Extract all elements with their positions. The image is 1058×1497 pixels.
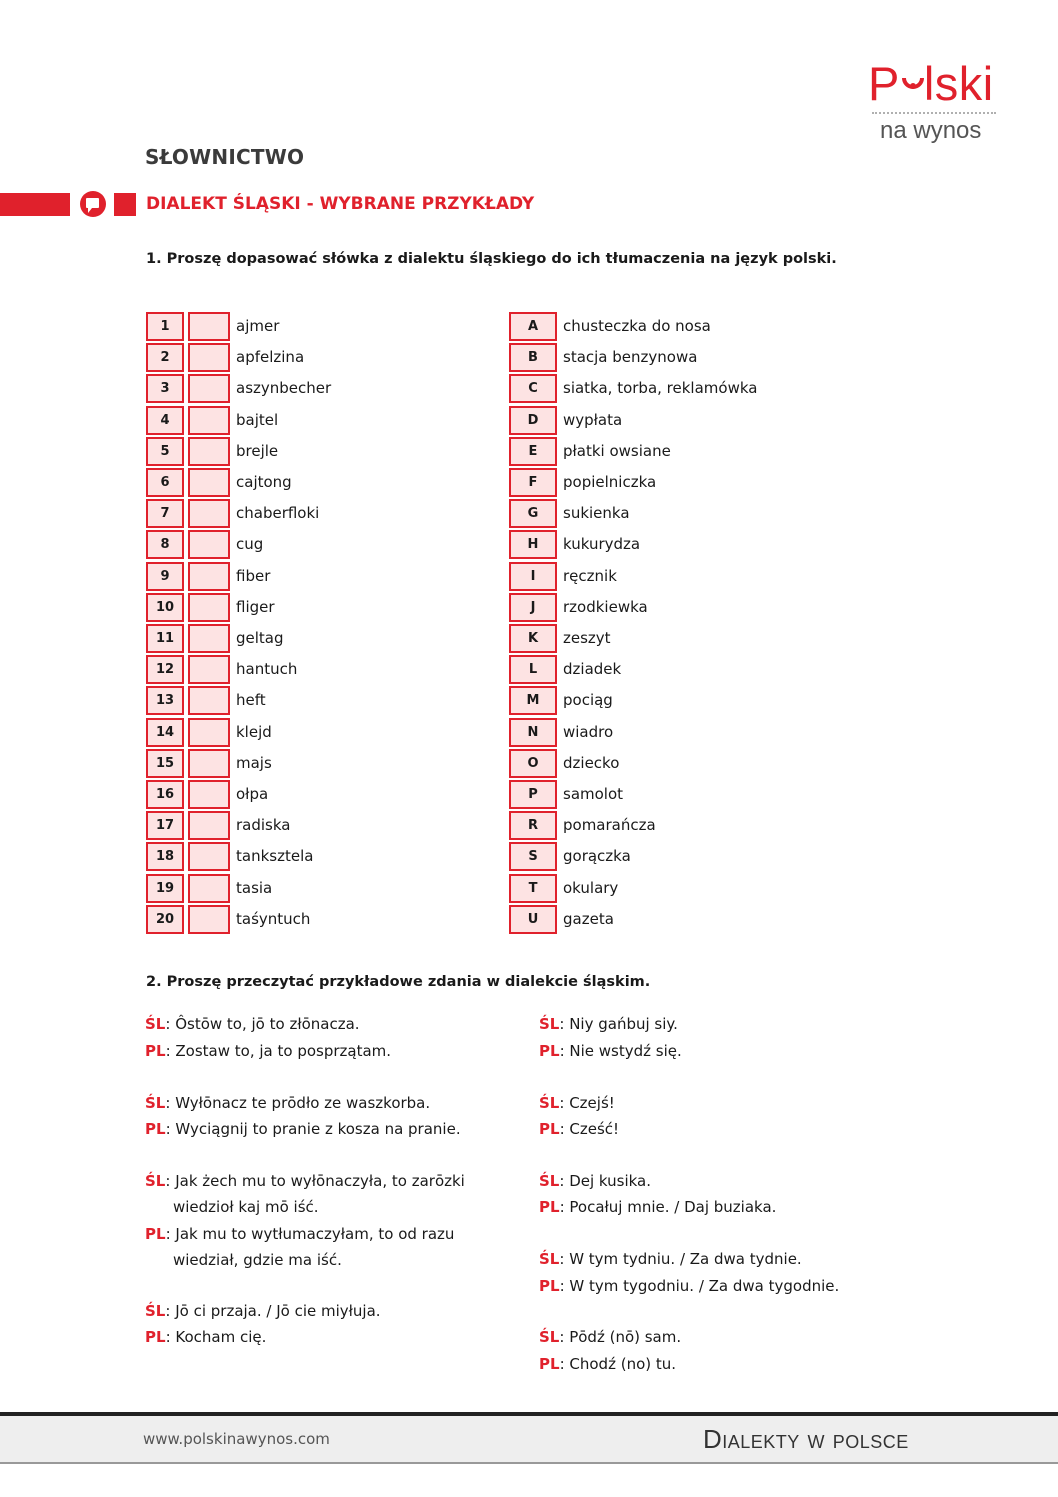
- table-row: [509, 312, 829, 341]
- dialect-word: cajtong: [236, 473, 292, 491]
- language-tag: ŚL: [539, 1250, 560, 1268]
- section-title: SŁOWNICTWO: [145, 145, 305, 169]
- table-row: [146, 842, 466, 871]
- answer-box[interactable]: [188, 406, 230, 435]
- table-row: [146, 811, 466, 840]
- dialect-word: aszynbecher: [236, 379, 332, 398]
- speech-bubble-icon: [900, 70, 924, 100]
- table-row: [146, 686, 466, 715]
- answer-box[interactable]: [188, 593, 230, 622]
- sentence-text: Pōdź (nō) sam.: [569, 1328, 682, 1346]
- item-number: 19: [146, 874, 184, 903]
- decorative-bar: [0, 193, 70, 216]
- translation-word: zeszyt: [563, 629, 611, 647]
- answer-box[interactable]: [188, 874, 230, 903]
- sentence-text: W tym tygodniu. / Za dwa tygodnie.: [569, 1277, 840, 1295]
- table-row: [509, 530, 829, 559]
- dialect-word: cug: [236, 535, 264, 554]
- translation-word: siatka, torba, reklamówka: [563, 379, 758, 398]
- table-row: [146, 593, 466, 622]
- answer-box[interactable]: [188, 374, 230, 403]
- dialect-word: ołpa: [236, 785, 269, 803]
- sentence-text: Jak mu to wytłumaczyłam, to od razu: [175, 1225, 455, 1243]
- item-number: 3: [146, 374, 184, 403]
- item-number: 18: [146, 842, 184, 871]
- translation-word: rzodkiewka: [563, 597, 648, 616]
- translation-word: pomarańcza: [563, 816, 656, 835]
- sentence-text: Pocałuj mnie. / Daj buziaka.: [569, 1198, 777, 1216]
- table-row: [146, 499, 466, 528]
- sentence-line: ŚL: W tym tydniu. / Za dwa tydnie.: [539, 1250, 802, 1268]
- answer-box[interactable]: [188, 437, 230, 466]
- answer-box[interactable]: [188, 655, 230, 684]
- translation-word: płatki owsiane: [563, 441, 671, 460]
- sentence-line: PL: Zostaw to, ja to posprzątam.: [145, 1042, 392, 1060]
- language-tag: ŚL: [145, 1015, 166, 1033]
- answer-box[interactable]: [188, 624, 230, 653]
- language-tag: PL: [539, 1277, 560, 1295]
- item-number: 2: [146, 343, 184, 372]
- translation-word: dziadek: [563, 660, 622, 679]
- table-row: [509, 842, 829, 871]
- translation-word: gazeta: [563, 909, 614, 928]
- table-row: [509, 749, 829, 778]
- language-tag: PL: [539, 1198, 560, 1216]
- dialect-word: geltag: [236, 629, 284, 647]
- table-row: [509, 374, 829, 403]
- table-row: [509, 593, 829, 622]
- item-letter: O: [509, 749, 557, 778]
- table-row: [146, 718, 466, 747]
- sentence-line: ŚL: Niy gańbuj siy.: [539, 1015, 678, 1033]
- dialect-word: ajmer: [236, 317, 280, 335]
- table-row: [509, 562, 829, 591]
- task-2-instruction: 2. Proszę przeczytać przykładowe zdania w dialekcie śląskim.: [146, 974, 651, 990]
- language-tag: PL: [145, 1225, 166, 1243]
- sentence-line: PL: Nie wstydź się.: [539, 1042, 682, 1060]
- answer-box[interactable]: [188, 562, 230, 591]
- language-tag: ŚL: [539, 1094, 560, 1112]
- sentence-line: ŚL: Wyłōnacz te prōdło ze waszkorba.: [145, 1094, 431, 1112]
- table-row: [146, 312, 466, 341]
- table-row: [146, 874, 466, 903]
- item-letter: I: [509, 562, 557, 591]
- sentence-text: Kocham cię.: [175, 1328, 267, 1346]
- dialect-word: klejd: [236, 722, 272, 741]
- sentence-text: Jō ci przaja. / Jō cie miyłuja.: [175, 1302, 381, 1320]
- answer-box[interactable]: [188, 686, 230, 715]
- sentence-line: ŚL: Czejś!: [539, 1094, 615, 1112]
- translation-word: okulary: [563, 878, 619, 897]
- translation-word: pociąg: [563, 691, 613, 710]
- dialect-word: tanksztela: [236, 847, 314, 866]
- sentence-text: Zostaw to, ja to posprzątam.: [175, 1042, 392, 1060]
- item-letter: A: [509, 312, 557, 341]
- table-row: [146, 374, 466, 403]
- answer-box[interactable]: [188, 749, 230, 778]
- dialect-word: chaberfloki: [236, 504, 320, 523]
- subtitle: DIALEKT ŚLĄSKI - WYBRANE PRZYKŁADY: [146, 194, 535, 214]
- table-row: [509, 874, 829, 903]
- sentence-text: Niy gańbuj siy.: [569, 1015, 678, 1033]
- logo-wordmark: P lski: [868, 57, 994, 110]
- translation-word: wiadro: [563, 722, 614, 741]
- table-row: [146, 406, 466, 435]
- language-tag: ŚL: [145, 1172, 166, 1190]
- item-letter: H: [509, 530, 557, 559]
- dialect-word: brejle: [236, 441, 279, 460]
- footer-url[interactable]: www.polskinawynos.com: [143, 1430, 330, 1448]
- sentence-line: PL: Jak mu to wytłumaczyłam, to od razu: [145, 1225, 455, 1243]
- item-letter: B: [509, 343, 557, 372]
- sentence-continuation: wiedzioł kaj mō iść.: [173, 1198, 319, 1216]
- sentence-line: ŚL: Pōdź (nō) sam.: [539, 1328, 682, 1346]
- sentence-line: ŚL: Dej kusika.: [539, 1172, 652, 1190]
- table-row: [509, 437, 829, 466]
- dialect-word: bajtel: [236, 410, 279, 429]
- table-row: [509, 655, 829, 684]
- translation-word: kukurydza: [563, 535, 641, 554]
- task-1-instruction: 1. Proszę dopasować słówka z dialektu śląskiego do ich tłumaczenia na język polski.: [146, 251, 837, 267]
- dialect-word: radiska: [236, 816, 291, 835]
- item-number: 5: [146, 437, 184, 466]
- table-row: [509, 905, 829, 934]
- dialect-word: hantuch: [236, 660, 298, 679]
- sentence-text: Dej kusika.: [569, 1172, 652, 1190]
- answer-box[interactable]: [188, 468, 230, 497]
- sentence-line: ŚL: Jak żech mu to wyłōnaczyła, to zarōzki: [145, 1172, 465, 1190]
- logo-subtitle: na wynos: [880, 117, 982, 144]
- item-number: 14: [146, 718, 184, 747]
- answer-box[interactable]: [188, 343, 230, 372]
- item-number: 4: [146, 406, 184, 435]
- translation-word: gorączka: [563, 847, 631, 866]
- item-number: 17: [146, 811, 184, 840]
- answer-box[interactable]: [188, 312, 230, 341]
- item-number: 16: [146, 780, 184, 809]
- dialect-word: fliger: [236, 597, 275, 616]
- sentence-line: PL: Cześć!: [539, 1120, 620, 1138]
- answer-box[interactable]: [188, 718, 230, 747]
- dialect-word: fiber: [236, 566, 271, 585]
- language-tag: PL: [145, 1042, 166, 1060]
- sentence-line: PL: Wyciągnij to pranie z kosza na pranie.: [145, 1120, 461, 1138]
- answer-box[interactable]: [188, 780, 230, 809]
- item-letter: R: [509, 811, 557, 840]
- item-number: 9: [146, 562, 184, 591]
- table-row: [146, 749, 466, 778]
- item-number: 12: [146, 655, 184, 684]
- sentence-text: Czejś!: [569, 1094, 615, 1112]
- sentence-text: Ôstōw to, jō to złōnacza.: [175, 1015, 360, 1033]
- translation-word: wypłata: [563, 410, 623, 429]
- footer-title: Dialekty w polsce: [703, 1424, 909, 1454]
- language-tag: ŚL: [145, 1302, 166, 1320]
- item-letter: T: [509, 874, 557, 903]
- answer-box[interactable]: [188, 811, 230, 840]
- language-tag: ŚL: [539, 1328, 560, 1346]
- answer-box[interactable]: [188, 499, 230, 528]
- item-number: 13: [146, 686, 184, 715]
- item-number: 6: [146, 468, 184, 497]
- translation-word: ręcznik: [563, 566, 617, 585]
- item-letter: S: [509, 842, 557, 871]
- language-tag: PL: [539, 1355, 560, 1373]
- item-letter: P: [509, 780, 557, 809]
- item-number: 10: [146, 593, 184, 622]
- dialect-word: heft: [236, 691, 266, 710]
- sentence-text: Nie wstydź się.: [569, 1042, 682, 1060]
- item-number: 15: [146, 749, 184, 778]
- item-letter: M: [509, 686, 557, 715]
- translation-word: popielniczka: [563, 473, 657, 491]
- table-row: [146, 655, 466, 684]
- item-letter: U: [509, 905, 557, 934]
- item-letter: L: [509, 655, 557, 684]
- item-letter: D: [509, 406, 557, 435]
- table-row: [509, 406, 829, 435]
- table-row: [509, 624, 829, 653]
- item-number: 8: [146, 530, 184, 559]
- sentence-text: W tym tydniu. / Za dwa tydnie.: [569, 1250, 802, 1268]
- chat-icon: [78, 189, 108, 219]
- item-letter: N: [509, 718, 557, 747]
- item-number: 1: [146, 312, 184, 341]
- item-letter: F: [509, 468, 557, 497]
- translation-word: stacja benzynowa: [563, 348, 698, 367]
- dialect-word: majs: [236, 753, 272, 772]
- sentence-line: PL: Chodź (no) tu.: [539, 1355, 677, 1373]
- dialect-word: apfelzina: [236, 348, 305, 367]
- language-tag: ŚL: [539, 1015, 560, 1033]
- sentence-line: ŚL: Ôstōw to, jō to złōnacza.: [145, 1015, 360, 1033]
- dialect-word: tasia: [236, 878, 273, 897]
- table-row: [146, 530, 466, 559]
- item-number: 7: [146, 499, 184, 528]
- table-row: [146, 562, 466, 591]
- answer-box[interactable]: [188, 905, 230, 934]
- sentence-text: Cześć!: [569, 1120, 620, 1138]
- language-tag: PL: [539, 1042, 560, 1060]
- table-row: [146, 343, 466, 372]
- item-letter: K: [509, 624, 557, 653]
- table-row: [146, 624, 466, 653]
- item-letter: E: [509, 437, 557, 466]
- item-letter: G: [509, 499, 557, 528]
- sentence-text: Wyciągnij to pranie z kosza na pranie.: [175, 1120, 461, 1138]
- sentence-text: Jak żech mu to wyłōnaczyła, to zarōzki: [175, 1172, 465, 1190]
- language-tag: PL: [539, 1120, 560, 1138]
- table-row: [509, 718, 829, 747]
- language-tag: ŚL: [145, 1094, 166, 1112]
- sentence-text: Wyłōnacz te prōdło ze waszkorba.: [175, 1094, 431, 1112]
- table-row: [146, 905, 466, 934]
- sentence-text: Chodź (no) tu.: [569, 1355, 677, 1373]
- table-row: [509, 343, 829, 372]
- language-tag: PL: [145, 1120, 166, 1138]
- item-number: 11: [146, 624, 184, 653]
- brand-logo: [868, 56, 1008, 156]
- sentence-continuation: wiedział, gdzie ma iść.: [173, 1251, 342, 1269]
- table-row: [509, 686, 829, 715]
- sentence-line: PL: W tym tygodniu. / Za dwa tygodnie.: [539, 1277, 840, 1295]
- language-tag: ŚL: [539, 1172, 560, 1190]
- table-row: [146, 780, 466, 809]
- table-row: [509, 780, 829, 809]
- table-row: [146, 468, 466, 497]
- translation-word: chusteczka do nosa: [563, 317, 711, 335]
- item-letter: J: [509, 593, 557, 622]
- translation-word: sukienka: [563, 504, 630, 523]
- table-row: [509, 499, 829, 528]
- answer-box[interactable]: [188, 530, 230, 559]
- table-row: [146, 437, 466, 466]
- dialect-word: taśyntuch: [236, 909, 311, 928]
- decorative-bar-small: [114, 193, 136, 216]
- logo-divider: [872, 112, 996, 114]
- translation-word: samolot: [563, 785, 624, 803]
- item-letter: C: [509, 374, 557, 403]
- table-row: [509, 811, 829, 840]
- item-number: 20: [146, 905, 184, 934]
- sentence-line: ŚL: Jō ci przaja. / Jō cie miyłuja.: [145, 1302, 381, 1320]
- sentence-line: PL: Kocham cię.: [145, 1328, 267, 1346]
- language-tag: PL: [145, 1328, 166, 1346]
- sentence-line: PL: Pocałuj mnie. / Daj buziaka.: [539, 1198, 777, 1216]
- table-row: [509, 468, 829, 497]
- answer-box[interactable]: [188, 842, 230, 871]
- translation-word: dziecko: [563, 753, 620, 772]
